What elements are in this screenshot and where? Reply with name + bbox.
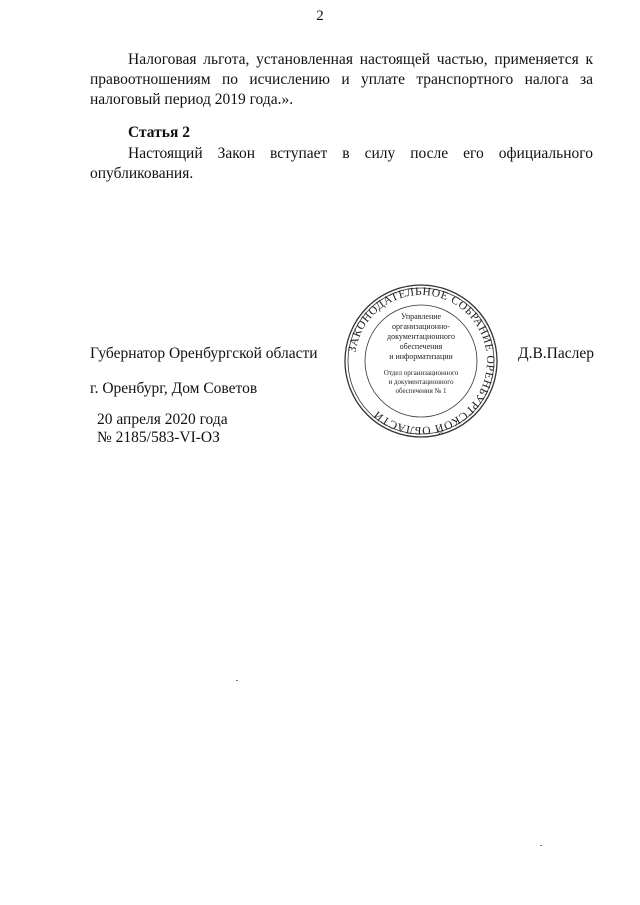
seal-inner-line: и информатизации [389,352,453,361]
scan-speck [540,845,542,846]
signer-title: Губернатор Оренбургской области [90,345,318,362]
seal-inner-line: документационного [387,332,455,341]
signing-place: г. Оренбург, Дом Советов [90,380,258,397]
seal-outer-text: ЗАКОНОДАТЕЛЬНОЕ СОБРАНИЕ ОРЕНБУРГСКОЙ ОБЛАСТИ [346,285,497,437]
seal-inner-line: Управление [400,312,442,321]
law-number: № 2185/583-VI-ОЗ [97,429,220,446]
seal-inner-line: и документационного [388,378,454,386]
page-number: 2 [316,8,324,24]
seal-inner-line: Отдел организационного [383,369,459,377]
signer-name: Д.В.Паслер [518,345,594,362]
official-seal [343,283,499,439]
seal-inner-line: организационно- [392,322,450,331]
article-heading: Статья 2 [128,124,190,141]
seal-inner-line: обеспечения [399,342,443,351]
paragraph-entry-into-force: Настоящий Закон вступает в силу после его официального опубликования. [90,145,593,182]
scan-speck [236,680,238,681]
seal-inner-line: обеспечения № 1 [395,387,447,395]
signing-date: 20 апреля 2020 года [97,411,228,428]
paragraph-tax-benefit: Налоговая льгота, установленная настоящей частью, применяется к правоотношениям по исчислению и уплате транспортного налога за налоговый период 2019 года.». [90,51,593,108]
